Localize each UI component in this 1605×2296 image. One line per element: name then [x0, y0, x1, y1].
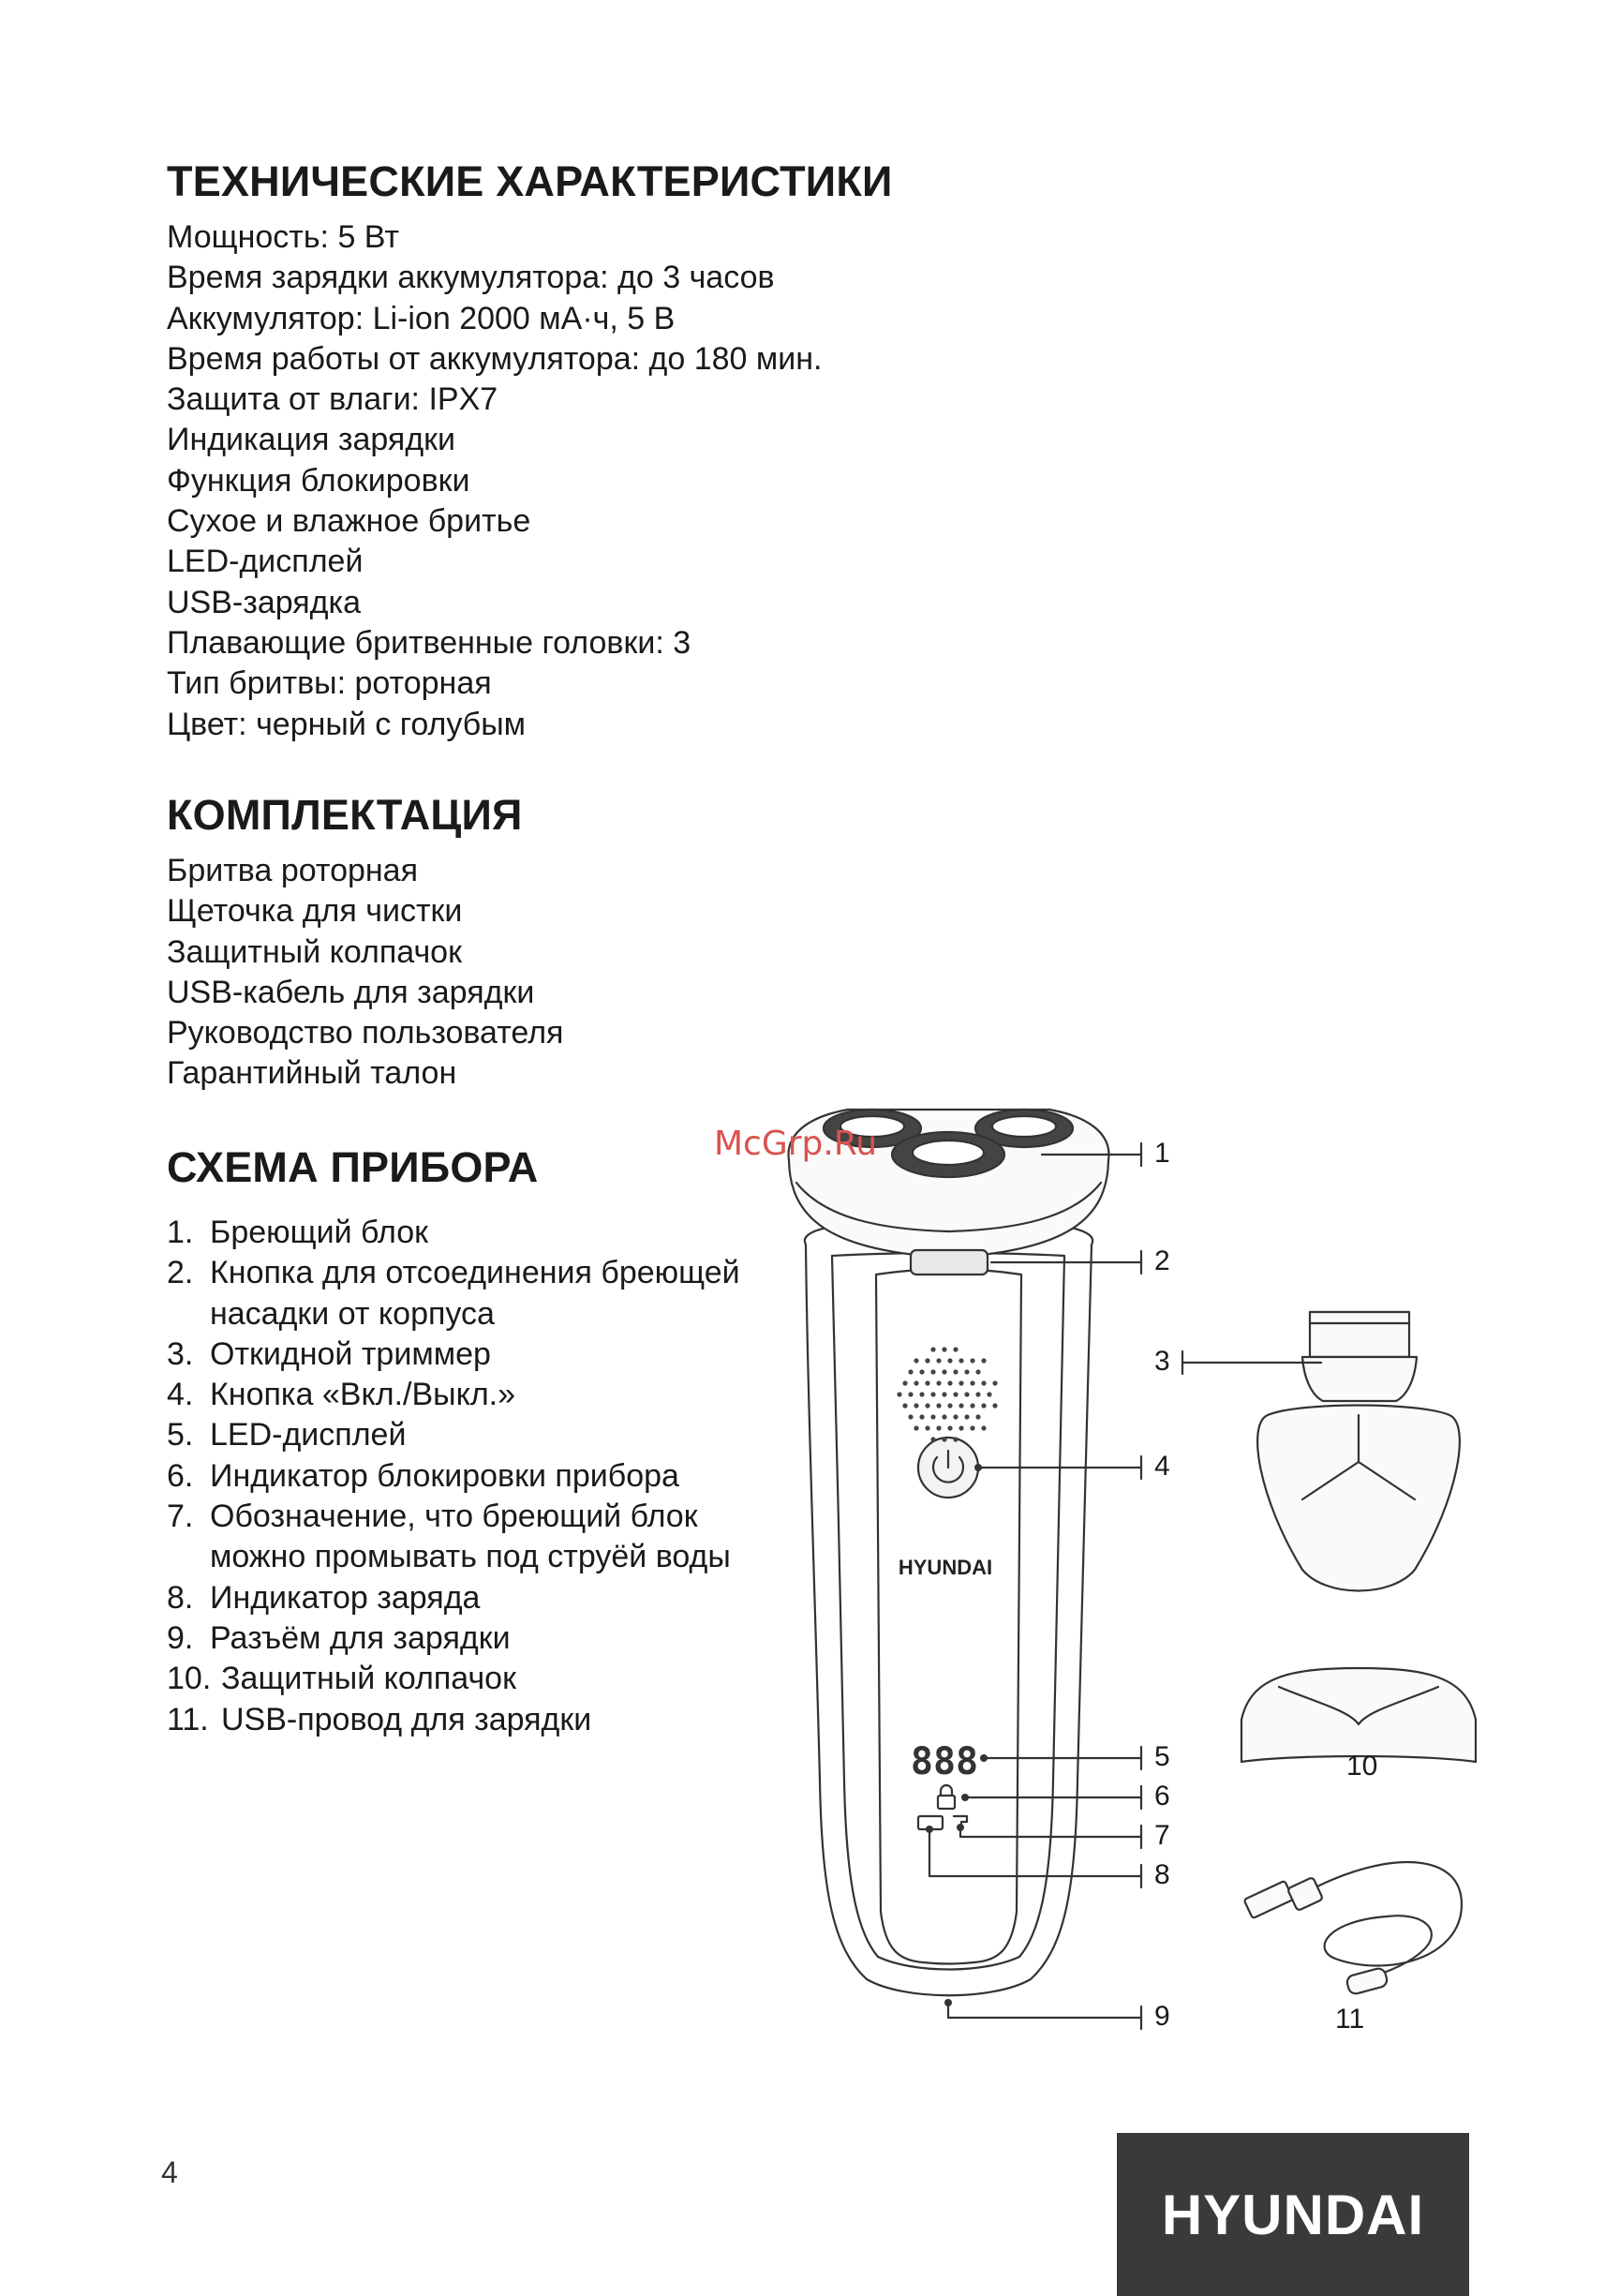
callout-11: 11: [1335, 2004, 1365, 2035]
specs-title: ТЕХНИЧЕСКИЕ ХАРАКТЕРИСТИКИ: [167, 157, 893, 205]
callout-5: 5: [1154, 1741, 1170, 1772]
callout-3: 3: [1154, 1346, 1170, 1377]
list-item: Щеточка для чистки: [167, 893, 463, 930]
protective-cap: [1241, 1668, 1476, 1762]
list-item: Индикация зарядки: [167, 422, 456, 458]
footer-brand-logo: [1117, 2133, 1469, 2296]
footer-brand-text: HYUNDAI: [1161, 2183, 1425, 2246]
list-item: Гарантийный талон: [167, 1055, 457, 1092]
callout-2: 2: [1154, 1245, 1170, 1276]
shaver-body: [805, 1218, 1092, 1995]
watermark-text: McGrp.Ru: [714, 1125, 878, 1163]
diagram-dots: [926, 1464, 988, 2006]
list-item: USB-зарядка: [167, 584, 362, 620]
callout-9: 9: [1154, 2001, 1170, 2032]
speaker-grille: [897, 1347, 997, 1441]
list-item: 7. Обозначение, что бреющий блок можно промывать под струёй воды: [167, 1498, 731, 1575]
usb-cable: [1312, 1862, 1462, 1979]
callout-6: 6: [1154, 1781, 1170, 1811]
list-item: Время работы от аккумулятора: до 180 мин.: [167, 340, 823, 377]
shaver-front-panel: [876, 1269, 1021, 1964]
callout-8: 8: [1154, 1859, 1170, 1890]
list-item: 5. LED-дисплей: [167, 1417, 407, 1454]
list-item: 8. Индикатор заряда: [167, 1579, 481, 1616]
list-item: 6. Индикатор блокировки прибора: [167, 1457, 679, 1494]
list-item: 10. Защитный колпачок: [167, 1661, 516, 1697]
list-item: Защитный колпачок: [167, 933, 462, 970]
list-item: Руководство пользователя: [167, 1015, 564, 1051]
list-item: Мощность: 5 Вт: [167, 219, 399, 255]
list-item: 2. Кнопка для отсоединения бреющей насадки от корпуса: [167, 1255, 740, 1332]
list-item: USB-кабель для зарядки: [167, 974, 535, 1010]
list-item: Бритва роторная: [167, 853, 418, 888]
list-item: 1. Бреющий блок: [167, 1215, 428, 1250]
list-item: Тип бритвы: роторная: [167, 665, 492, 702]
device-brand-label: HYUNDAI: [898, 1556, 993, 1579]
list-item: Защита от влаги: IPX7: [167, 381, 498, 418]
list-item: 11. USB-провод для зарядки: [167, 1701, 592, 1737]
release-button: [911, 1250, 988, 1275]
list-item: Цвет: черный с голубым: [167, 706, 527, 742]
led-digits: 888: [910, 1740, 979, 1783]
list-item: Аккумулятор: Li-ion 2000 мА·ч, 5 В: [167, 300, 676, 336]
usb-c-plug: [1345, 1967, 1389, 1995]
lock-icon: [938, 1796, 955, 1809]
list-item: 9. Разъём для зарядки: [167, 1619, 511, 1656]
scheme-title: СХЕМА ПРИБОРА: [167, 1143, 539, 1191]
callout-4: 4: [1154, 1451, 1170, 1482]
package-title: КОМПЛЕКТАЦИЯ: [167, 791, 523, 839]
list-item: Плавающие бритвенные головки: 3: [167, 624, 691, 661]
page-number: 4: [161, 2155, 178, 2189]
list-item: LED-дисплей: [167, 544, 364, 580]
list-item: 3. Откидной триммер: [167, 1335, 491, 1372]
callout-1: 1: [1154, 1138, 1170, 1169]
list-item: Сухое и влажное бритье: [167, 503, 531, 540]
list-item: Время зарядки аккумулятора: до 3 часов: [167, 260, 775, 296]
callout-10: 10: [1346, 1751, 1378, 1782]
list-item: Функция блокировки: [167, 462, 470, 499]
usb-plug: [1244, 1881, 1294, 1918]
callout-7: 7: [1154, 1820, 1170, 1851]
list-item: 4. Кнопка «Вкл./Выкл.»: [167, 1377, 516, 1413]
trimmer: [1310, 1312, 1409, 1357]
